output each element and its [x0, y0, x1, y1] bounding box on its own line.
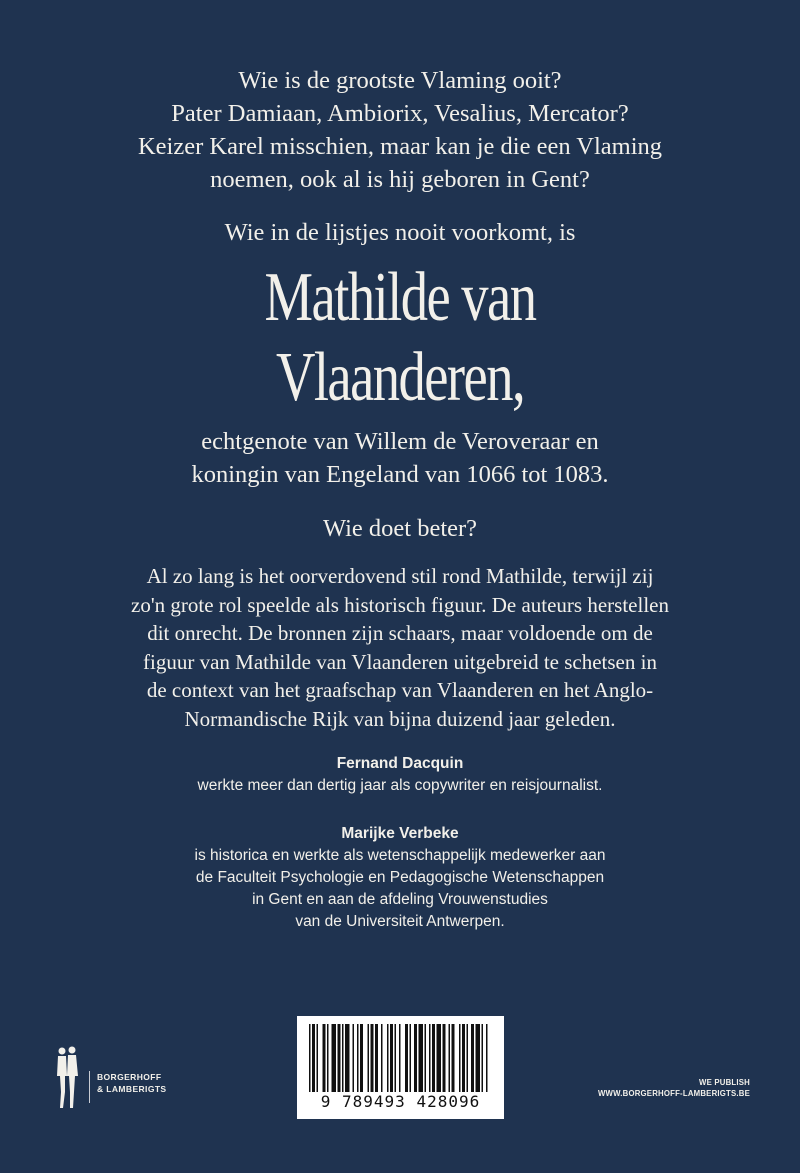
intro-line: noemen, ook al is hij geboren in Gent?: [210, 166, 590, 193]
barcode-bar: [375, 1024, 378, 1092]
barcode-bar: [419, 1024, 424, 1092]
publisher-website-block: [598, 1077, 750, 1099]
author-name: Fernand Dacquin: [336, 755, 464, 772]
question-text: Wie doet beter?: [322, 515, 478, 542]
barcode: [297, 1016, 504, 1119]
barcode-bar: [309, 1024, 311, 1092]
barcode-bar: [345, 1024, 350, 1092]
barcode-bar: [462, 1024, 465, 1092]
barcode-bar: [353, 1024, 355, 1092]
two-figures-logo-icon: [52, 1046, 82, 1112]
intro-line: Keizer Karel misschien, maar kan je die een Vlaming: [137, 133, 663, 160]
barcode-bar: [486, 1024, 488, 1092]
barcode-bar: [432, 1024, 435, 1092]
blurb-line: Al zo lang is het oorverdovend stil rond Mathilde, terwijl zij: [146, 564, 654, 588]
barcode-bar: [410, 1024, 412, 1092]
barcode-bar: [471, 1024, 474, 1092]
blurb-paragraph: [0, 562, 800, 734]
author-bio-line: in Gent en aan de afdeling Vrouwenstudies: [252, 891, 548, 908]
role-line: echtgenote van Willem de Veroveraar en: [201, 428, 599, 455]
author-block: [0, 823, 800, 933]
barcode-bar: [443, 1024, 446, 1092]
barcode-bar: [368, 1024, 370, 1092]
barcode-bar: [476, 1024, 481, 1092]
publisher-tagline: WE PUBLISH: [699, 1078, 750, 1087]
barcode-bar: [332, 1024, 337, 1092]
publisher-name-line: & LAMBERIGTS: [97, 1084, 167, 1094]
barcode-bar: [482, 1024, 484, 1092]
headline: [88, 258, 712, 418]
barcode-bar: [371, 1024, 374, 1092]
barcode-bar: [414, 1024, 417, 1092]
intro-line: Wie is de grootste Vlaming ooit?: [238, 67, 562, 94]
barcode-bar: [357, 1024, 359, 1092]
headline-line: Vlaanderen,: [275, 339, 525, 416]
publisher-website-link[interactable]: WWW.BORGERHOFF-LAMBERIGTS.BE: [598, 1089, 750, 1098]
lead-in-text: Wie in de lijstjes nooit voorkomt, is: [224, 219, 576, 246]
barcode-bar: [452, 1024, 455, 1092]
blurb-line: dit onrecht. De bronnen zijn schaars, maar voldoende om de: [147, 621, 653, 646]
author-bio: [0, 775, 800, 797]
barcode-bar: [467, 1024, 469, 1092]
role-description: [0, 425, 800, 491]
barcode-bar: [327, 1024, 329, 1092]
blurb-line: Normandische Rijk van bijna duizend jaar geleden.: [184, 706, 616, 731]
barcode-bar: [390, 1024, 393, 1092]
author-bio-line: de Faculteit Psychologie en Pedagogische Wetenschappen: [195, 869, 605, 886]
barcode-bar: [323, 1024, 326, 1092]
intro-paragraph: [0, 64, 800, 196]
author-bio-line: is historica en werkte als wetenschappelijk medewerker aan: [194, 847, 606, 864]
author-block: [0, 753, 800, 797]
barcode-bars: [297, 1016, 504, 1096]
barcode-bar: [317, 1024, 319, 1092]
blurb-line: de context van het graafschap van Vlaanderen en het Anglo-: [146, 678, 654, 703]
author-bio: [0, 845, 800, 933]
author-bio-line: van de Universiteit Antwerpen.: [295, 913, 505, 930]
author-name: Marijke Verbeke: [341, 825, 459, 842]
barcode-bar: [395, 1024, 397, 1092]
author-bio-line: werkte meer dan dertig jaar als copywriter en reisjournalist.: [197, 777, 603, 794]
barcode-bar: [381, 1024, 383, 1092]
barcode-bar: [387, 1024, 389, 1092]
barcode-bar: [342, 1024, 344, 1092]
blurb-line: figuur van Mathilde van Vlaanderen uitgebreid te schetsen in: [143, 649, 657, 674]
headline-line: Mathilde van: [264, 259, 536, 336]
publisher-divider: [89, 1071, 90, 1103]
barcode-bar: [449, 1024, 451, 1092]
blurb-line: zo'n grote rol speelde als historisch figuur. De auteurs herstellen: [131, 592, 669, 617]
barcode-bar: [312, 1024, 315, 1092]
publisher-name: [97, 1071, 167, 1095]
role-line: koningin van Engeland van 1066 tot 1083.: [191, 461, 609, 488]
barcode-bar: [429, 1024, 431, 1092]
barcode-bar: [437, 1024, 442, 1092]
publisher-name-line: BORGERHOFF: [97, 1072, 162, 1082]
intro-line: Pater Damiaan, Ambiorix, Vesalius, Mercator?: [171, 100, 629, 127]
barcode-bar: [399, 1024, 401, 1092]
barcode-bar: [338, 1024, 341, 1092]
barcode-bar: [425, 1024, 427, 1092]
barcode-bar: [459, 1024, 461, 1092]
barcode-bar: [405, 1024, 408, 1092]
isbn-number: 9 789493 428096: [320, 1092, 481, 1111]
barcode-bar: [360, 1024, 363, 1092]
